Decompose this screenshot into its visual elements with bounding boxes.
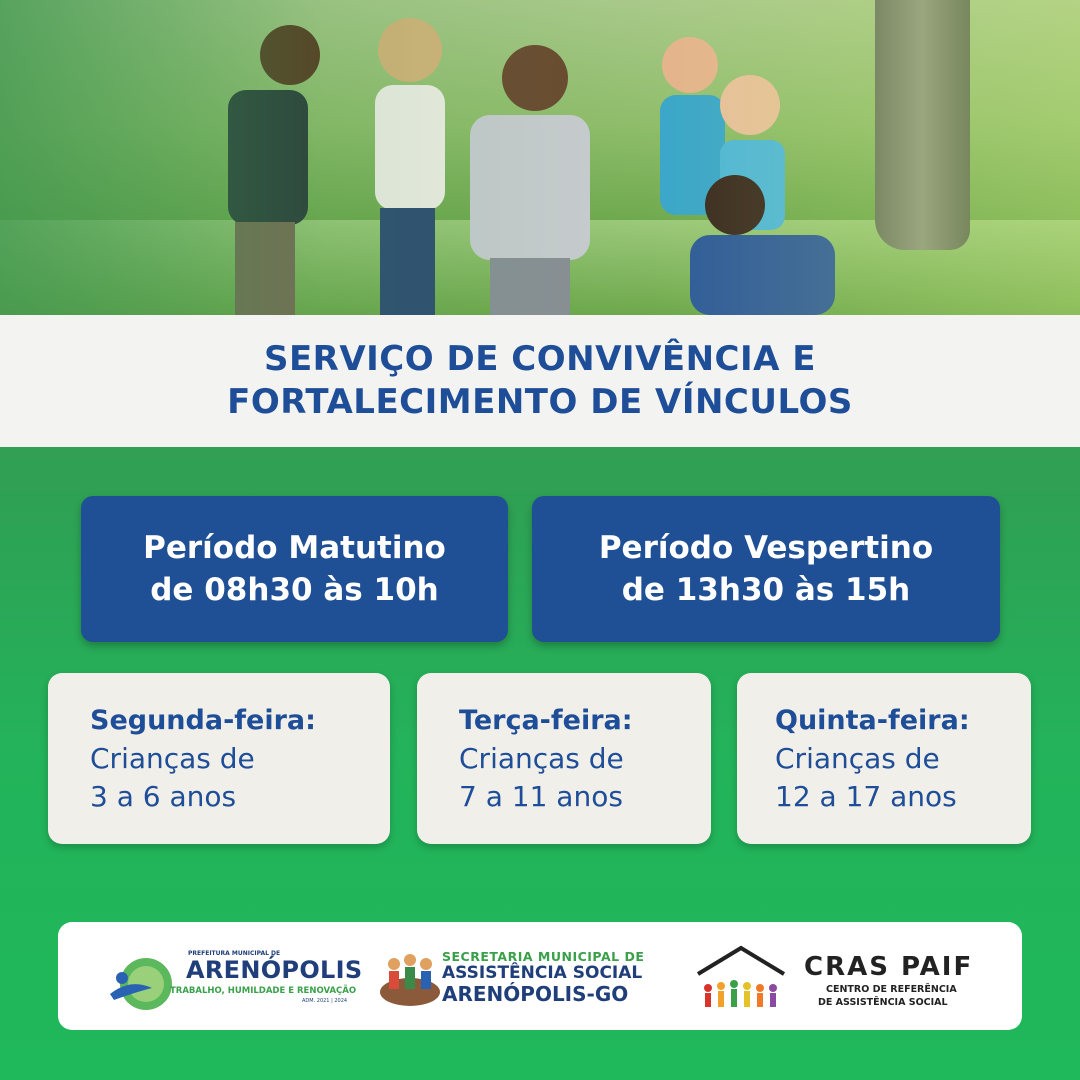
cras-line-1: CENTRO DE REFERÊNCIA <box>826 984 957 995</box>
prefeitura-small-text: PREFEITURA MUNICIPAL DE <box>188 950 281 957</box>
title-line-2: FORTALECIMENTO DE VÍNCULOS <box>227 382 853 422</box>
day-age-range: 3 a 6 anos <box>90 779 237 813</box>
logo-prefeitura <box>106 922 363 1030</box>
day-card-thursday <box>737 673 1031 844</box>
cras-name: CRAS PAIF <box>804 952 974 982</box>
day-name: Segunda-feira: <box>90 704 316 736</box>
day-name: Terça-feira: <box>459 704 633 736</box>
logo-cras-paif <box>694 922 994 1030</box>
secretaria-line-2: ASSISTÊNCIA SOCIAL <box>442 963 643 983</box>
period-hours: de 08h30 às 10h <box>150 572 439 608</box>
secretaria-line-3: ARENÓPOLIS-GO <box>442 982 629 1006</box>
day-name: Quinta-feira: <box>775 704 970 736</box>
hero-photo <box>0 0 1080 315</box>
logo-secretaria <box>376 922 666 1030</box>
period-name: Período Matutino <box>143 530 446 566</box>
day-audience: Crianças de <box>775 741 940 775</box>
title-band <box>0 315 1080 447</box>
secretaria-people-icon <box>376 944 444 1012</box>
prefeitura-emblem-icon <box>106 948 176 1018</box>
day-audience: Crianças de <box>459 741 624 775</box>
prefeitura-slogan: TRABALHO, HUMILDADE E RENOVAÇÃO <box>170 986 357 996</box>
day-age-range: 7 a 11 anos <box>459 779 623 813</box>
day-card-tuesday <box>417 673 711 844</box>
period-name: Período Vespertino <box>598 530 934 566</box>
prefeitura-name: ARENÓPOLIS <box>186 956 363 984</box>
photo-gradient-overlay <box>0 0 1080 315</box>
period-hours: de 13h30 às 15h <box>621 572 911 608</box>
day-age-range: 12 a 17 anos <box>775 779 957 813</box>
period-card-morning <box>81 496 508 642</box>
footer-logos <box>58 922 1022 1030</box>
cras-line-2: DE ASSISTÊNCIA SOCIAL <box>818 997 948 1008</box>
day-card-monday <box>48 673 390 844</box>
title-line-1: SERVIÇO DE CONVIVÊNCIA E <box>263 339 817 379</box>
day-audience: Crianças de <box>90 741 255 775</box>
secretaria-line-1: SECRETARIA MUNICIPAL DE <box>442 949 645 964</box>
prefeitura-adm: ADM. 2021 | 2024 <box>302 998 348 1004</box>
cras-house-icon <box>694 944 789 1014</box>
period-card-afternoon <box>532 496 1000 642</box>
